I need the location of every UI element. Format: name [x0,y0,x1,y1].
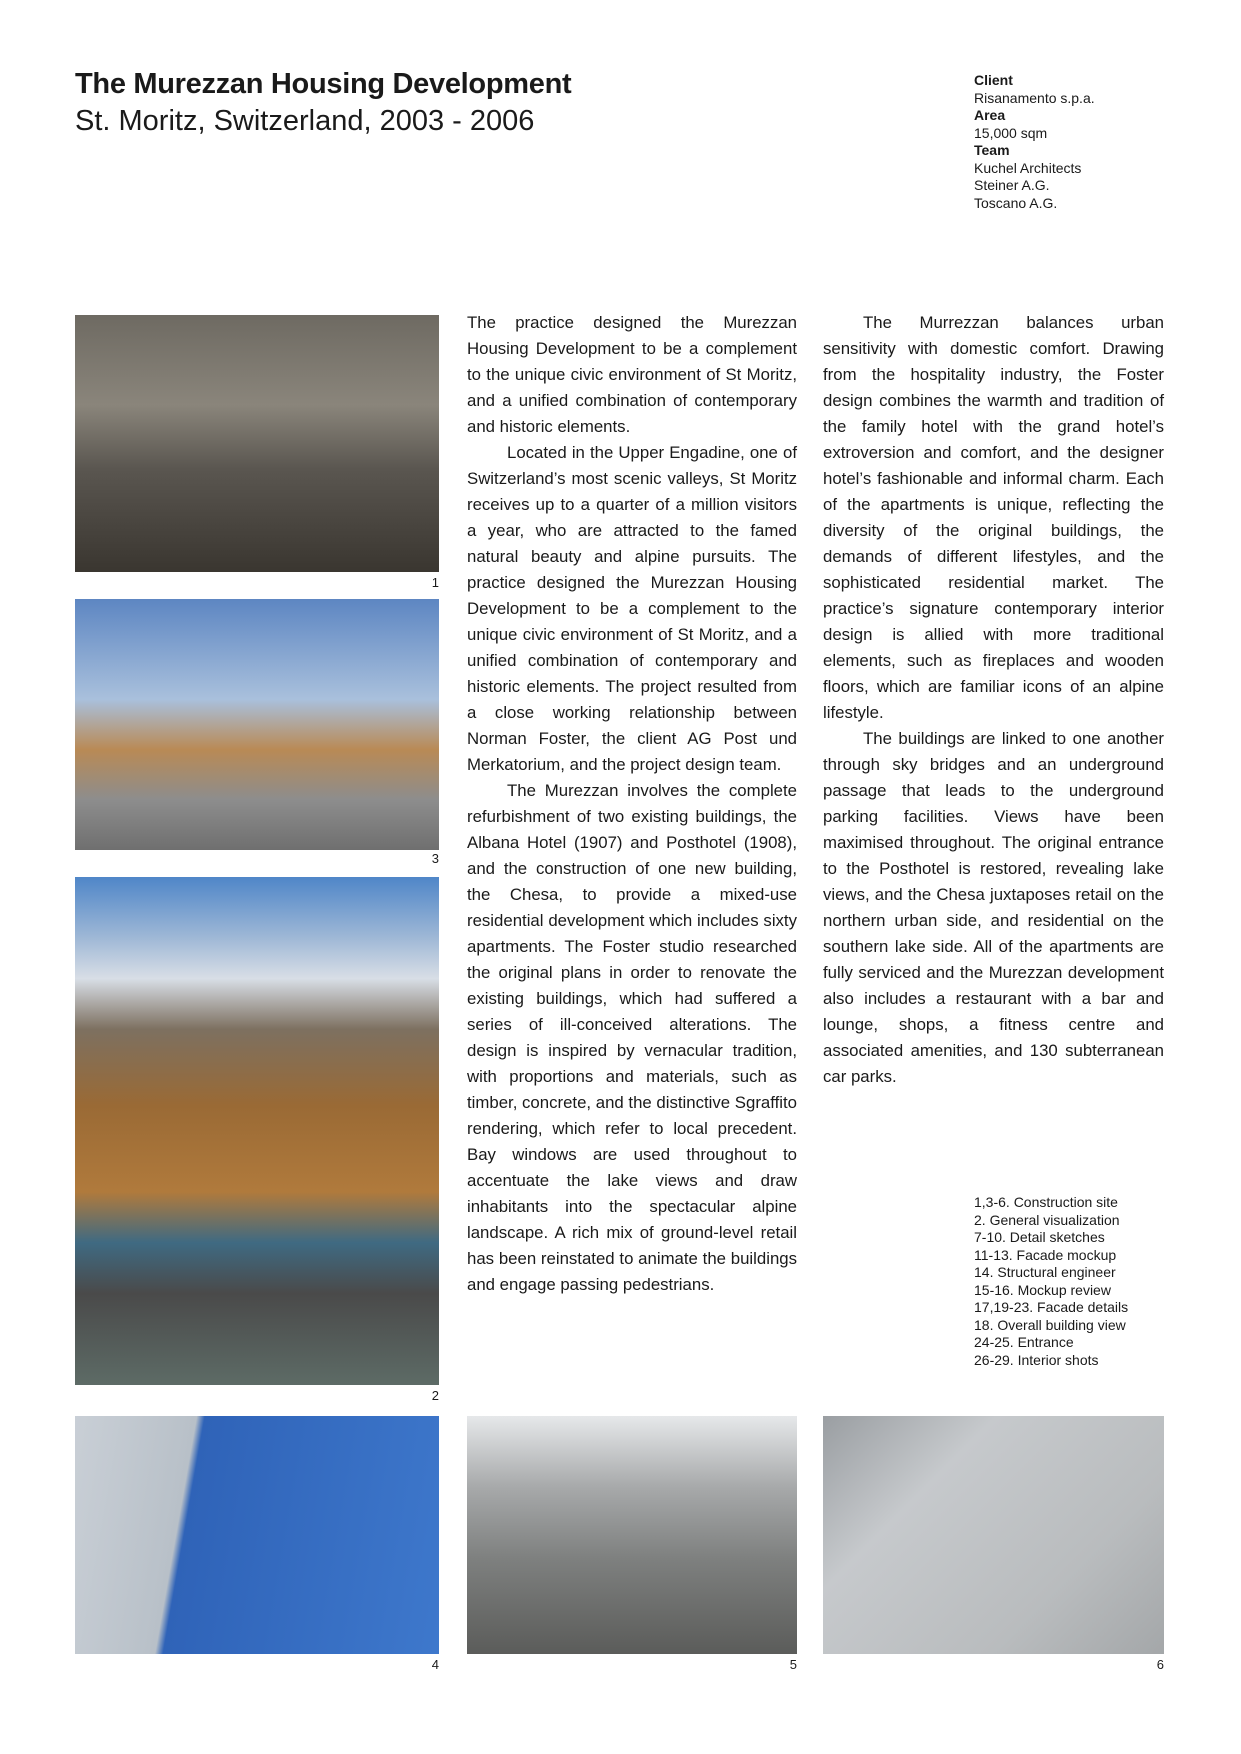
area-value: 15,000 sqm [974,124,1048,141]
caption-list [974,1194,1128,1369]
page-title: The Murezzan Housing Development [75,68,572,100]
paragraph: The Murezzan involves the complete refurbishment of two existing buildings, the Albana Hotel (1907) and Posthotel (1908), and the construction of one new building, the Chesa, to provide a mixed-use residential development which includes sixty apartments. The Foster studio researched the original plans in order to renovate the existing buildings, which had suffered a series of ill-conceived alterations. The design is inspired by vernacular tradition, with proportions and materials, such as timber, concrete, and the distinctive Sgraffito rendering, which refer to local precedent. Bay windows are used throughout to accentuate the lake views and draw inhabitants into the spectacular alpine landscape. A rich mix of ground-level retail has been reinstated to animate the buildings and engage passing pedestrians. [467,781,797,1294]
client-value: Risanamento s.p.a. [974,89,1095,106]
photo-crane [75,1416,439,1654]
photo-visualization [75,599,439,850]
team-member: Toscano A.G. [974,194,1058,211]
photo-mountain-worker [75,877,439,1385]
paragraph: The Murrezzan balances urban sensitivity with domestic comfort. Drawing from the hospitality industry, the Foster design combines the warmth and tradition of the family hotel with the grand hotel’s extroversion and comfort, and the designer hotel’s fashionable and informal charm. Each of the apartments is unique, reflecting the diversity of the original buildings, the demands of different lifestyles, and the sophisticated residential market. The practice’s signature contemporary interior design is allied with more traditional elements, such as fireplaces and wooden floors, which are familiar icons of an alpine lifestyle. [823,313,1164,722]
photo-number: 2 [431,1388,439,1403]
team-member: Steiner A.G. [974,177,1050,193]
caption: 2. General visualization [974,1211,1120,1228]
project-meta [974,72,1095,212]
team-label: Team [974,142,1010,158]
caption: 15-16. Mockup review [974,1281,1111,1298]
paragraph: The buildings are linked to one another through sky bridges and an underground passage that leads to the underground parking facilities. Views have been maximised throughout. The original entrance to the Posthotel is restored, revealing lake views, and the Chesa juxtaposes retail on the northern urban side, and residential on the southern lake side. All of the apartments are fully serviced and the Murezzan development also includes a restaurant with a bar and lounge, shops, a fitness centre and associated amenities, and 130 subterranean car parks. [823,729,1164,1086]
caption: 14. Structural engineer [974,1264,1116,1280]
paragraph: The practice designed the Murezzan Housing Development to be a complement to the unique civic environment of St Moritz, and a unified combination of contemporary and historic elements. [467,313,797,436]
caption: 24-25. Entrance [974,1334,1074,1350]
team-member: Kuchel Architects [974,159,1082,176]
caption: 1,3-6. Construction site [974,1194,1118,1210]
client-label: Client [974,72,1013,88]
caption: 7-10. Detail sketches [974,1229,1105,1245]
photo-scaffolding [467,1416,797,1654]
photo-number: 5 [789,1657,797,1672]
photo-number: 3 [431,851,439,866]
page-subtitle: St. Moritz, Switzerland, 2003 - 2006 [75,105,535,137]
caption: 26-29. Interior shots [974,1351,1099,1368]
caption: 17,19-23. Facade details [974,1299,1129,1315]
photo-number: 4 [431,1657,439,1672]
photo-number: 1 [431,575,439,590]
photo-number: 6 [1156,1657,1164,1672]
photo-facade-top [823,1416,1164,1654]
caption: 18. Overall building view [974,1316,1126,1333]
body-column-1 [467,310,797,1298]
caption: 11-13. Facade mockup [974,1246,1117,1263]
photo-construction-pit [75,315,439,572]
paragraph: Located in the Upper Engadine, one of Switzerland’s most scenic valleys, St Moritz receives up to a quarter of a million visitors a year, who are attracted to the famed natural beauty and alpine pursuits. The practice designed the Murezzan Housing Development to be a complement to the unique civic environment of St Moritz, and a unified combination of contemporary and historic elements. The project resulted from a close working relationship between Norman Foster, the client AG Post und Merkatorium, and the project design team. [467,443,797,774]
body-column-2 [823,310,1164,1090]
area-label: Area [974,107,1006,123]
